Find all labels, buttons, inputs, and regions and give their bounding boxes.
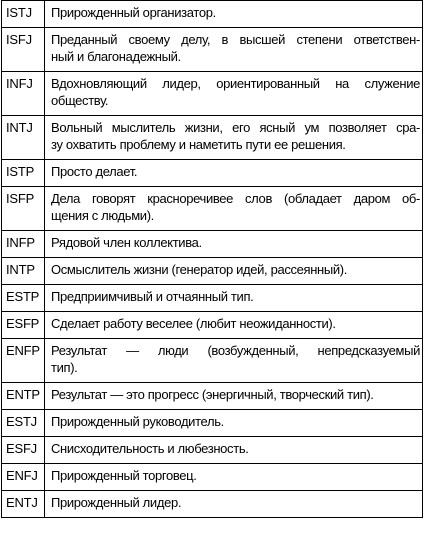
description-line: тип). bbox=[51, 360, 78, 375]
description-line: Осмыслитель жизни (генератор идей, рассеянный). bbox=[51, 262, 348, 277]
description-line: Прирожденный торговец. bbox=[51, 468, 197, 483]
type-code: ESTP bbox=[2, 285, 45, 312]
table-body bbox=[2, 1, 423, 518]
table-row bbox=[2, 285, 423, 312]
type-code: ISTP bbox=[2, 160, 45, 187]
type-code: ISFJ bbox=[2, 28, 45, 72]
table-row bbox=[2, 231, 423, 258]
table-row bbox=[2, 312, 423, 339]
description-line: Дела говорят красноречивее слов (обладает даром об- bbox=[51, 191, 420, 206]
type-code: INTP bbox=[2, 258, 45, 285]
type-description bbox=[45, 285, 423, 312]
description-line: Рядовой член коллектива. bbox=[51, 235, 202, 250]
type-description bbox=[45, 491, 423, 518]
table-row bbox=[2, 464, 423, 491]
type-description bbox=[45, 383, 423, 410]
type-code: ESTJ bbox=[2, 410, 45, 437]
type-description bbox=[45, 437, 423, 464]
type-description bbox=[45, 187, 423, 231]
type-description bbox=[45, 312, 423, 339]
type-description bbox=[45, 160, 423, 187]
table-row bbox=[2, 28, 423, 72]
description-line: Прирожденный организатор. bbox=[51, 5, 216, 20]
description-line: щения с людьми). bbox=[51, 208, 154, 223]
description-line: Прирожденный руководитель. bbox=[51, 414, 224, 429]
table-row bbox=[2, 437, 423, 464]
type-code: INTJ bbox=[2, 116, 45, 160]
type-code: INFJ bbox=[2, 72, 45, 116]
type-description bbox=[45, 410, 423, 437]
type-description bbox=[45, 258, 423, 285]
type-code: ENTJ bbox=[2, 491, 45, 518]
type-description bbox=[45, 231, 423, 258]
personality-types-table bbox=[1, 0, 423, 518]
table-row bbox=[2, 491, 423, 518]
type-code: INFP bbox=[2, 231, 45, 258]
description-line: Преданный своему делу, в высшей степени ответствен- bbox=[51, 32, 420, 47]
table-row bbox=[2, 160, 423, 187]
description-line: зу охватить проблему и наметить пути ее решения. bbox=[51, 137, 346, 152]
table-row bbox=[2, 72, 423, 116]
description-line: Результат — люди (возбужденный, непредсказуемый bbox=[51, 343, 420, 358]
table-row bbox=[2, 116, 423, 160]
type-code: ENFJ bbox=[2, 464, 45, 491]
table-row bbox=[2, 339, 423, 383]
type-description bbox=[45, 116, 423, 160]
type-description bbox=[45, 28, 423, 72]
table-row bbox=[2, 1, 423, 28]
type-code: ISFP bbox=[2, 187, 45, 231]
type-code: ISTJ bbox=[2, 1, 45, 28]
description-line: Результат — это прогресс (энергичный, творческий тип). bbox=[51, 387, 374, 402]
type-description bbox=[45, 1, 423, 28]
type-description bbox=[45, 464, 423, 491]
type-code: ENTP bbox=[2, 383, 45, 410]
description-line: Просто делает. bbox=[51, 164, 138, 179]
description-line: Сделает работу веселее (любит неожиданности). bbox=[51, 316, 336, 331]
type-code: ENFP bbox=[2, 339, 45, 383]
type-code: ESFP bbox=[2, 312, 45, 339]
type-description bbox=[45, 339, 423, 383]
type-code: ESFJ bbox=[2, 437, 45, 464]
table-row bbox=[2, 383, 423, 410]
description-line: ный и благонадежный. bbox=[51, 49, 181, 64]
table-row bbox=[2, 258, 423, 285]
description-line: Вольный мыслитель жизни, его ясный ум позволяет сра- bbox=[51, 120, 420, 135]
description-line: обществу. bbox=[51, 93, 109, 108]
table-row bbox=[2, 410, 423, 437]
type-description bbox=[45, 72, 423, 116]
table-row bbox=[2, 187, 423, 231]
description-line: Вдохновляющий лидер, ориентированный на служение bbox=[51, 76, 420, 91]
description-line: Прирожденный лидер. bbox=[51, 495, 182, 510]
description-line: Снисходительность и любезность. bbox=[51, 441, 249, 456]
description-line: Предприимчивый и отчаянный тип. bbox=[51, 289, 254, 304]
